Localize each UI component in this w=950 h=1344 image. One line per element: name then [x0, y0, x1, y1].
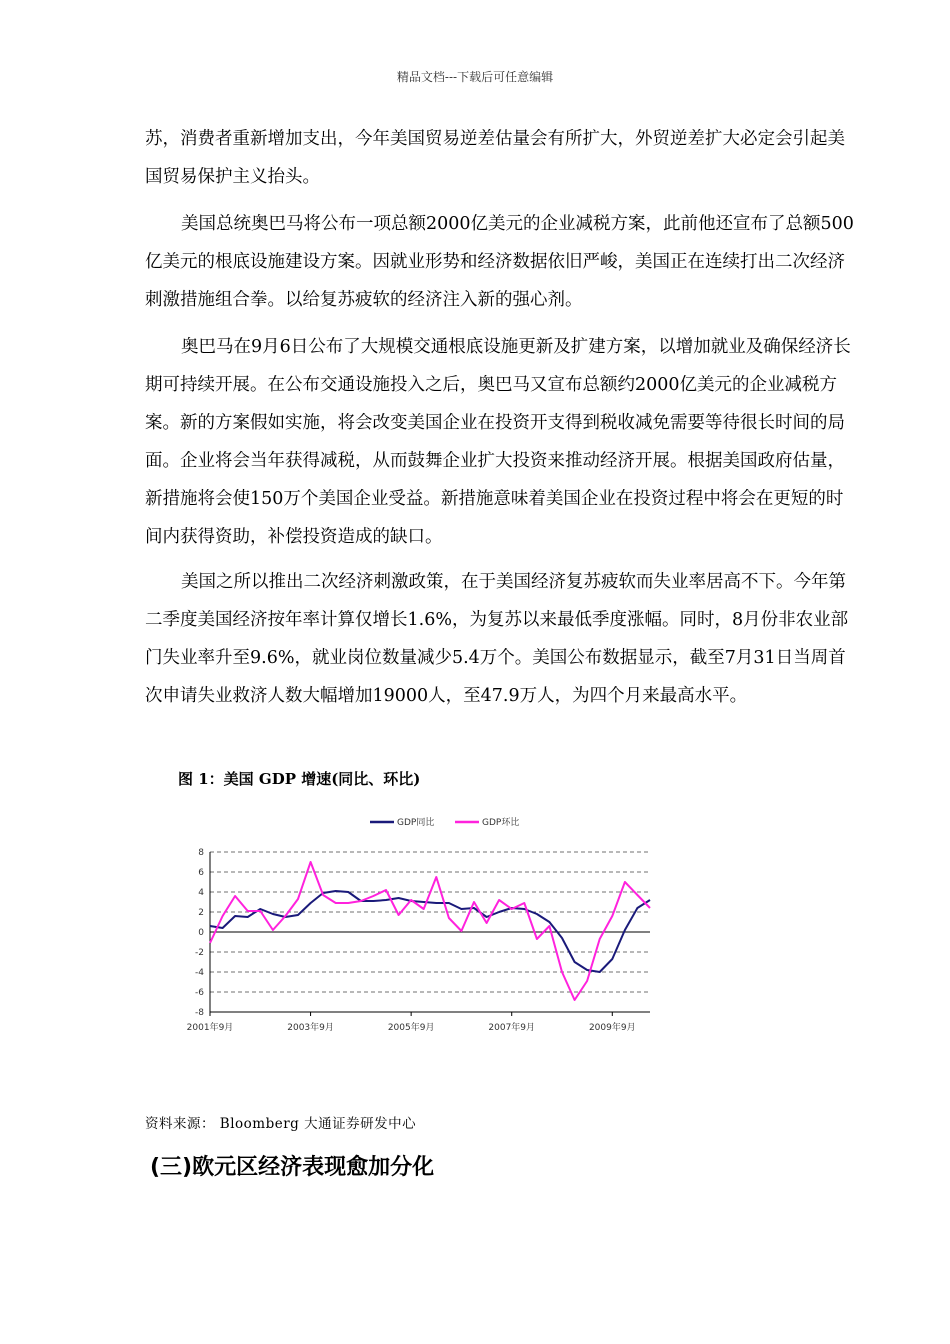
- x-tick-label: 2001年9月: [186, 1023, 234, 1033]
- x-tick-label: 2005年9月: [387, 1023, 435, 1033]
- x-tick-label: 2009年9月: [588, 1023, 636, 1033]
- y-tick-label: 0: [198, 928, 204, 938]
- y-tick-label: 6: [198, 868, 204, 878]
- gdp-chart-svg: [170, 808, 670, 1048]
- y-tick-label: 2: [198, 908, 204, 918]
- source-note: 资料来源： Bloomberg 大通证券研发中心: [145, 1116, 417, 1132]
- figure-title: 图 1：美国 GDP 增速(同比、环比): [178, 770, 421, 788]
- legend-label-2: GDP环比: [482, 818, 520, 828]
- paragraph-3: 奥巴马在9月6日公布了大规模交通根底设施更新及扩建方案，以增加就业及确保经济长期可持续开展。在公布交通设施投入之后，奥巴马又宣布总额约2000亿美元的企业减税方案。新的方案假如实施，将会改变美国企业在投资开支得到税收减免需要等待很长时间的局面。企业将会当年获得减税，从而鼓舞企业扩大投资来推动经济开展。根据美国政府估量，新措施将会使150万个美国企业受益。新措施意味着美国企业在投资过程中将会在更短的时间内获得资助，补偿投资造成的缺口。: [145, 337, 851, 547]
- series-line-2: [210, 862, 650, 1000]
- x-tick-label: 2003年9月: [287, 1023, 334, 1033]
- y-tick-label: -4: [195, 968, 204, 978]
- paragraph-2: 美国总统奥巴马将公布一项总额2000亿美元的企业减税方案，此前他还宣布了总额500亿美元的根底设施建设方案。因就业形势和经济数据依旧严峻，美国正在连续打出二次经济刺激措施组合拳。以给复苏疲软的经济注入新的强心剂。: [145, 214, 854, 310]
- y-tick-label: -6: [195, 988, 204, 998]
- paragraph-4: 美国之所以推出二次经济刺激政策，在于美国经济复苏疲软而失业率居高不下。今年第二季度美国经济按年率计算仅增长1.6%，为复苏以来最低季度涨幅。同时，8月份非农业部门失业率升至9.6%，就业岗位数量减少5.4万个。美国公布数据显示，截至7月31日当周首次申请失业救济人数大幅增加19000人，至47.9万人，为四个月来最高水平。: [145, 572, 849, 706]
- y-tick-label: 8: [198, 848, 204, 858]
- y-tick-label: -2: [195, 948, 204, 958]
- section-heading: (三)欧元区经济表现愈加分化: [150, 1155, 435, 1180]
- page-header: 精品文档---下载后可任意编辑: [396, 70, 554, 84]
- paragraph-1: 苏，消费者重新增加支出，今年美国贸易逆差估量会有所扩大，外贸逆差扩大必定会引起美国贸易保护主义抬头。: [145, 129, 845, 187]
- legend-label-1: GDP同比: [397, 818, 435, 828]
- x-tick-label: 2007年9月: [488, 1023, 536, 1033]
- y-tick-label: 4: [198, 888, 204, 898]
- gdp-chart: [170, 808, 670, 1048]
- y-tick-label: -8: [195, 1008, 204, 1018]
